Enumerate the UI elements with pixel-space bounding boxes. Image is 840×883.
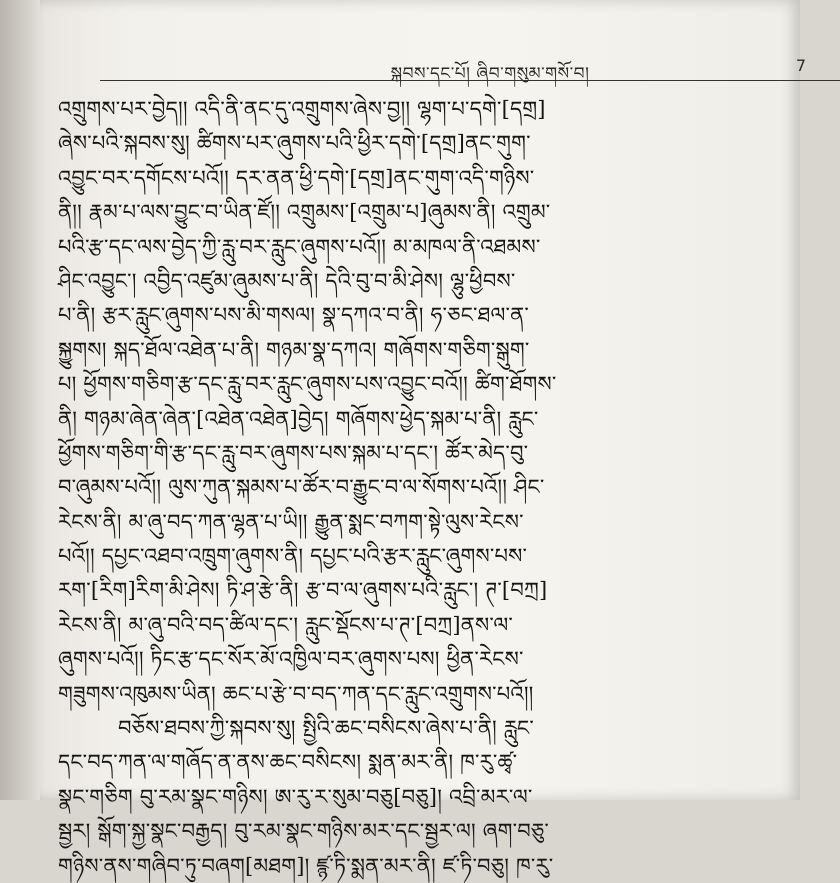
body-text bbox=[58, 92, 780, 883]
text-line: ཕྱོགས་གཅིག་གི་རྩ་དང་རླུ་བར་ཞུགས་པས་སྐམ་པ་དང་། ཚོར་མེད་བུ་ bbox=[58, 440, 529, 465]
text-line: འགྲུགས་པར་བྱེད།། འདི་ནི་ནང་དུ་འགྲུགས་ཞེས་བྱ།། ལྷག་པ་དགེ་[དགྲ] bbox=[58, 97, 546, 121]
text-line: ཞུགས་པའོ།། ཏིང་རྩ་དང་སོར་མོ་འཁྱིལ་བར་ཞུགས་པས། ཕྱིན་རེངས་ bbox=[58, 647, 524, 672]
paragraph-first-line: བཅོས་ཐབས་ཀྱི་སྐབས་སུ། སྤྱིའི་ཆང་བསིངས་ཞེས་པ་ནི། རླུང་ bbox=[118, 716, 534, 741]
running-head: སྐབས་དང་པོ། ཞིབ་གསུམ་གསོ་བ། bbox=[390, 64, 590, 84]
text-line: སྐྱུགས། སྐད་ཐོལ་འཐེན་པ་ནི། གཉམ་སྣ་དཀའ། གཞོགས་གཅིག་སྒུག་ bbox=[58, 337, 530, 362]
text-line: དང་བད་ཀན་ལ་གཞོད་ན་ནས་ཆང་བསིངས། སྨན་མར་ནི། ཁ་རུ་ཚྭ་ bbox=[58, 750, 518, 775]
text-line: བ་ཞུམས་པའོ།། ལུས་ཀུན་སྐམས་པ་ཚོར་བ་རྒྱུང་བ་ལ་སོགས་པའོ།། ཤིང་ bbox=[58, 475, 545, 500]
book-gutter-shadow bbox=[0, 0, 40, 800]
page-number: 7 bbox=[795, 56, 806, 75]
text-line: པའི་རྩ་དང་ལས་བྱེད་ཀྱི་རླུ་བར་རླུང་ཞུགས་པའོ།། མ་མཁལ་ནི་འཐམས་ bbox=[58, 234, 541, 259]
text-line: རེངས་ནི། མ་ཞུ་བད་ཀན་ལྷན་པ་ཡི།། རྒྱུན་སྨང་བཀག་སྟེ་ལུས་རེངས་ bbox=[58, 509, 524, 534]
text-line: ཤིང་འབྱུང་། འབྱིད་འཛུམ་ཞུམས་པ་ནི། དེའི་བུ་བ་མི་ཤེས། ལྷུ་ཕྱིབས་ bbox=[58, 268, 516, 293]
text-line: ཞེས་པའི་སྐབས་སུ། ཚིགས་པར་ཞུགས་པའི་ཕྱིར་དགེ་[དགྲ]ནང་གུག་ bbox=[58, 131, 531, 156]
text-line: པ་ནི། རྩར་རླུང་ཞུགས་པས་མི་གསལ། སྣ་དཀའ་བ་ནི། ཧ་ཅང་ཐལ་ན་ bbox=[58, 303, 529, 328]
text-line: ནི། གཉམ་ཞེན་ཞེན་[འཐེན་འཐེན]བྱེད། གཞོགས་ཕྱེད་སྐམ་པ་ནི། རླུང་ bbox=[58, 406, 539, 431]
text-line: རག་[རིག]རིག་མི་ཤེས། ཏི་ཤ་རྩེ་ནི། རྩ་བ་ལ་ཞུགས་པའི་རླུང་། ཊ་[བཀྲ] bbox=[58, 578, 548, 603]
text-line: གཟུགས་འཁུམས་ཡིན། ཆང་པ་རྩེ་བ་བད་ཀན་དང་རླུང་འགྲུགས་པའོ།། bbox=[58, 681, 534, 706]
text-line: ནི།། རྣམ་པ་ལས་བྱུང་བ་ཡིན་ཛོ།། འགྲུམས་[འགྲུམ་པ]ཞུམས་ནི། འགྲུམ་ bbox=[58, 200, 551, 225]
text-line: གཉིས་ནས་གཞིབ་ཏུ་བཞག[མཐག]། ཛྙ་ཏི་སྨན་མར་ནི། ཛ་ཏི་བཅུ། ཁ་རུ་ bbox=[58, 853, 554, 878]
text-line: སྣང་གཅིག བུ་རམ་སྣང་གཉིས། ཨ་རུ་ར་སུམ་བཅུ[བཅུ]། འབྲི་མར་ལ་ bbox=[58, 784, 533, 809]
page-header bbox=[130, 52, 830, 84]
text-line: སྦྱར། སྒོག་སྐྱ་སྣང་བརྒྱད། བུ་རམ་སྣང་གཉིས་མར་དང་སྦྱར་ལ། ཞག་བཅུ་ bbox=[58, 819, 550, 844]
text-line: འབྱུང་བར་དགོངས་པའོ།། དར་ནན་ཕྱི་དགེ་[དགྲ]ནང་གུག་འདི་གཉིས་ bbox=[58, 165, 535, 190]
text-line: པའོ།། དཔྱང་འཐབ་འཁྲུག་ཞུགས་ནི། དཔྱང་པའི་རྩར་རླུང་ཞུགས་པས་ bbox=[58, 544, 528, 569]
header-rule bbox=[100, 80, 840, 81]
text-line: རེངས་ནི། མ་ཞུ་བའི་བད་ཚིལ་དང་། རླུང་སྡོངས་པ་ཊ་[བཀྲ]ནས་ལ་ bbox=[58, 612, 513, 637]
text-line: པ། ཕྱོགས་གཅིག་རྩ་དང་རླུ་བར་རླུང་ཞུགས་པས་འབྱུང་བའོ།། ཚིག་ཐོགས་ bbox=[58, 372, 557, 397]
